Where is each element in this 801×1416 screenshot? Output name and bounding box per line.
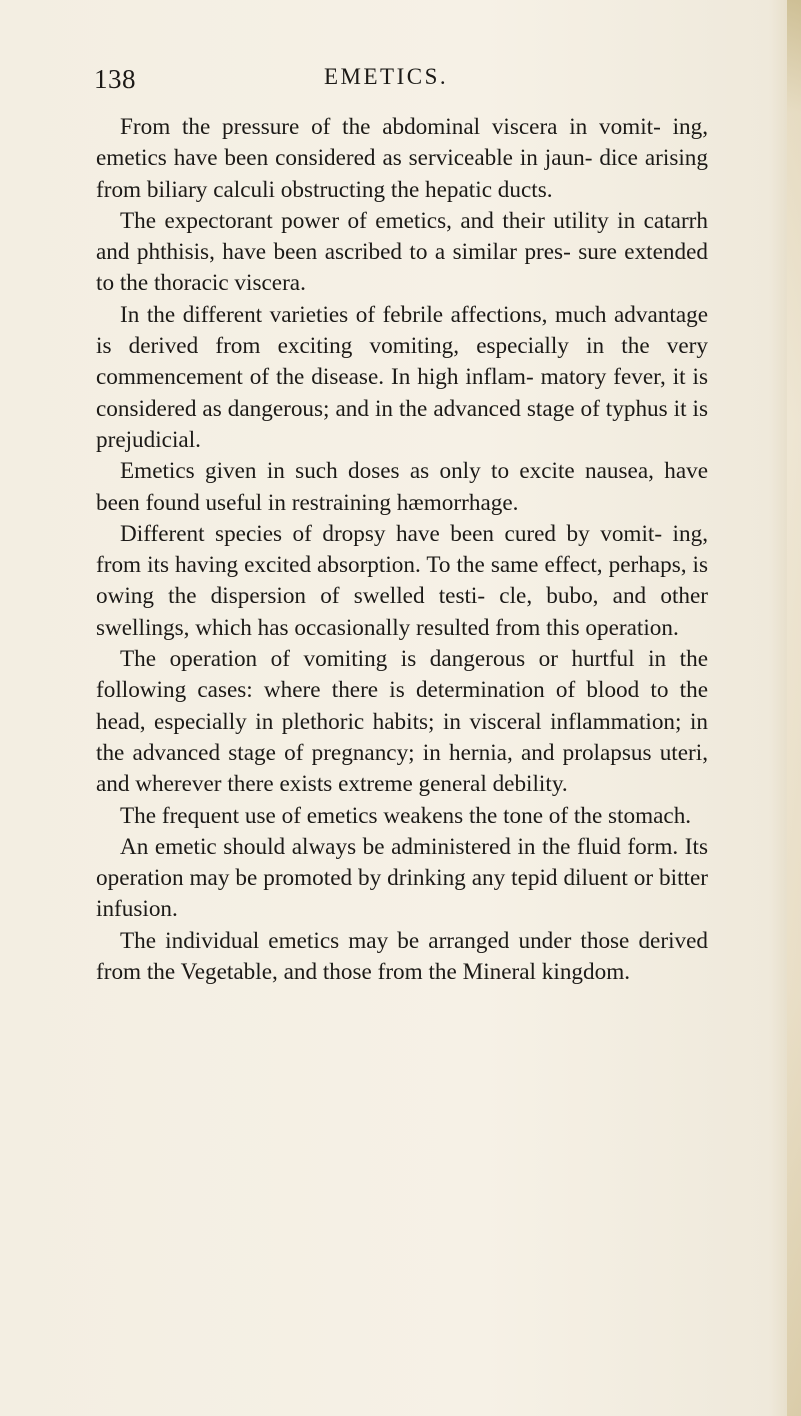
page-edge-stain	[787, 0, 801, 1416]
paragraph-classification: The individual emetics may be arranged under those derived from the Vegetable, and those from the Mineral kingdom.	[96, 927, 708, 986]
page-header	[94, 64, 714, 94]
paragraph-dropsy: Different species of dropsy have been cured by vomit- ing, from its having excited absorption. To the same effect, perhaps, is owing the dispersion of swelled testi- cle, bubo, and other swellings, which has occasionally resulted from this operation.	[96, 520, 708, 641]
paragraph-stomach-tone: The frequent use of emetics weakens the tone of the stomach.	[120, 802, 692, 829]
paragraph-contraindications: The operation of vomiting is dangerous or hurtful in the following cases: where there is determination of blood to the head, especially in plethoric habits; in visceral inflammation; in the advanced stage of pregnancy; in hernia, and prolapsus uteri, and wherever there exists extreme general debility.	[96, 646, 708, 798]
paragraph-administration: An emetic should always be administered in the fluid form. Its operation may be promoted by drinking any tepid diluent or bitter infusion.	[96, 833, 708, 923]
paragraph-febrile-affections: In the different varieties of febrile affections, much advantage is derived from exciting vomiting, especially in the very commencement of the disease. In high inflam- matory fever, it is considered as dangerous; and in the advanced stage of typhus it is prejudicial.	[96, 301, 708, 453]
body-text	[96, 112, 708, 988]
paragraph-nausea-haemorrhage: Emetics given in such doses as only to excite nausea, have been found useful in restraining hæmorrhage.	[96, 458, 708, 516]
paragraph-abdominal-pressure: From the pressure of the abdominal viscera in vomit- ing, emetics have been considered as serviceable in jaun- dice arising from biliary calculi obstructing the hepatic ducts.	[96, 114, 708, 203]
paragraph-expectorant-power: The expectorant power of emetics, and their utility in catarrh and phthisis, have been ascribed to a similar pres- sure extended to the thoracic viscera.	[96, 207, 708, 297]
page-number: 138	[94, 64, 136, 94]
running-head: EMETICS.	[324, 64, 449, 89]
